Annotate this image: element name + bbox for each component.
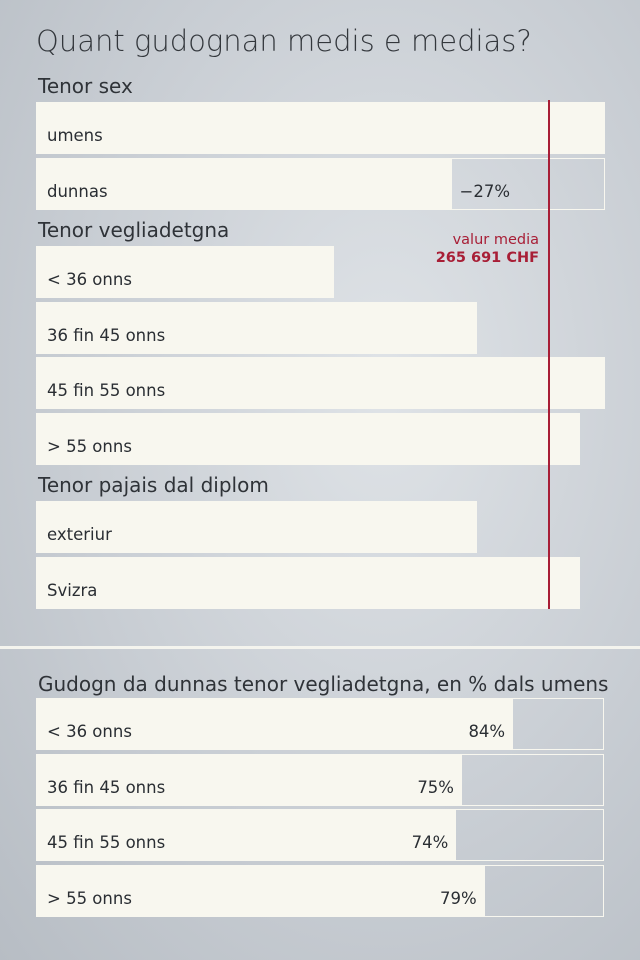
bar-label: 45 fin 55 onns xyxy=(47,833,166,853)
section-title: Tenor sex xyxy=(38,74,133,98)
bar-label: 36 fin 45 onns xyxy=(47,777,166,797)
bar-label: 36 fin 45 onns xyxy=(47,325,166,345)
value-label: 75% xyxy=(417,777,454,797)
bar-label: umens xyxy=(47,126,103,145)
bar-label: dunnas xyxy=(47,181,108,201)
bar-label: > 55 onns xyxy=(47,436,132,456)
value-label: 79% xyxy=(440,889,477,909)
mean-caption: valur media xyxy=(452,232,539,248)
bar xyxy=(36,102,605,154)
bar-label: 45 fin 55 onns xyxy=(47,381,166,400)
bar-label: exteriur xyxy=(47,525,112,544)
bar-label: < 36 onns xyxy=(47,722,132,741)
value-label: 84% xyxy=(468,722,506,741)
value-label: −27% xyxy=(459,181,511,201)
bar-label: < 36 onns xyxy=(47,270,132,289)
value-label: 74% xyxy=(411,833,449,853)
mean-value: 265 691 CHF xyxy=(435,250,539,266)
chart-title: Gudogn da dunnas tenor vegliadetgna, en % dals umens xyxy=(38,672,609,696)
bar-label: Svizra xyxy=(47,580,98,600)
page-title: Quant gudognan medis e medias? xyxy=(36,24,532,58)
section-title: Tenor vegliadetgna xyxy=(38,218,230,242)
bar xyxy=(36,557,580,609)
bar-label: > 55 onns xyxy=(47,889,132,909)
section-divider xyxy=(0,646,640,649)
section-title: Tenor pajais dal diplom xyxy=(38,473,269,497)
mean-line xyxy=(548,100,550,609)
